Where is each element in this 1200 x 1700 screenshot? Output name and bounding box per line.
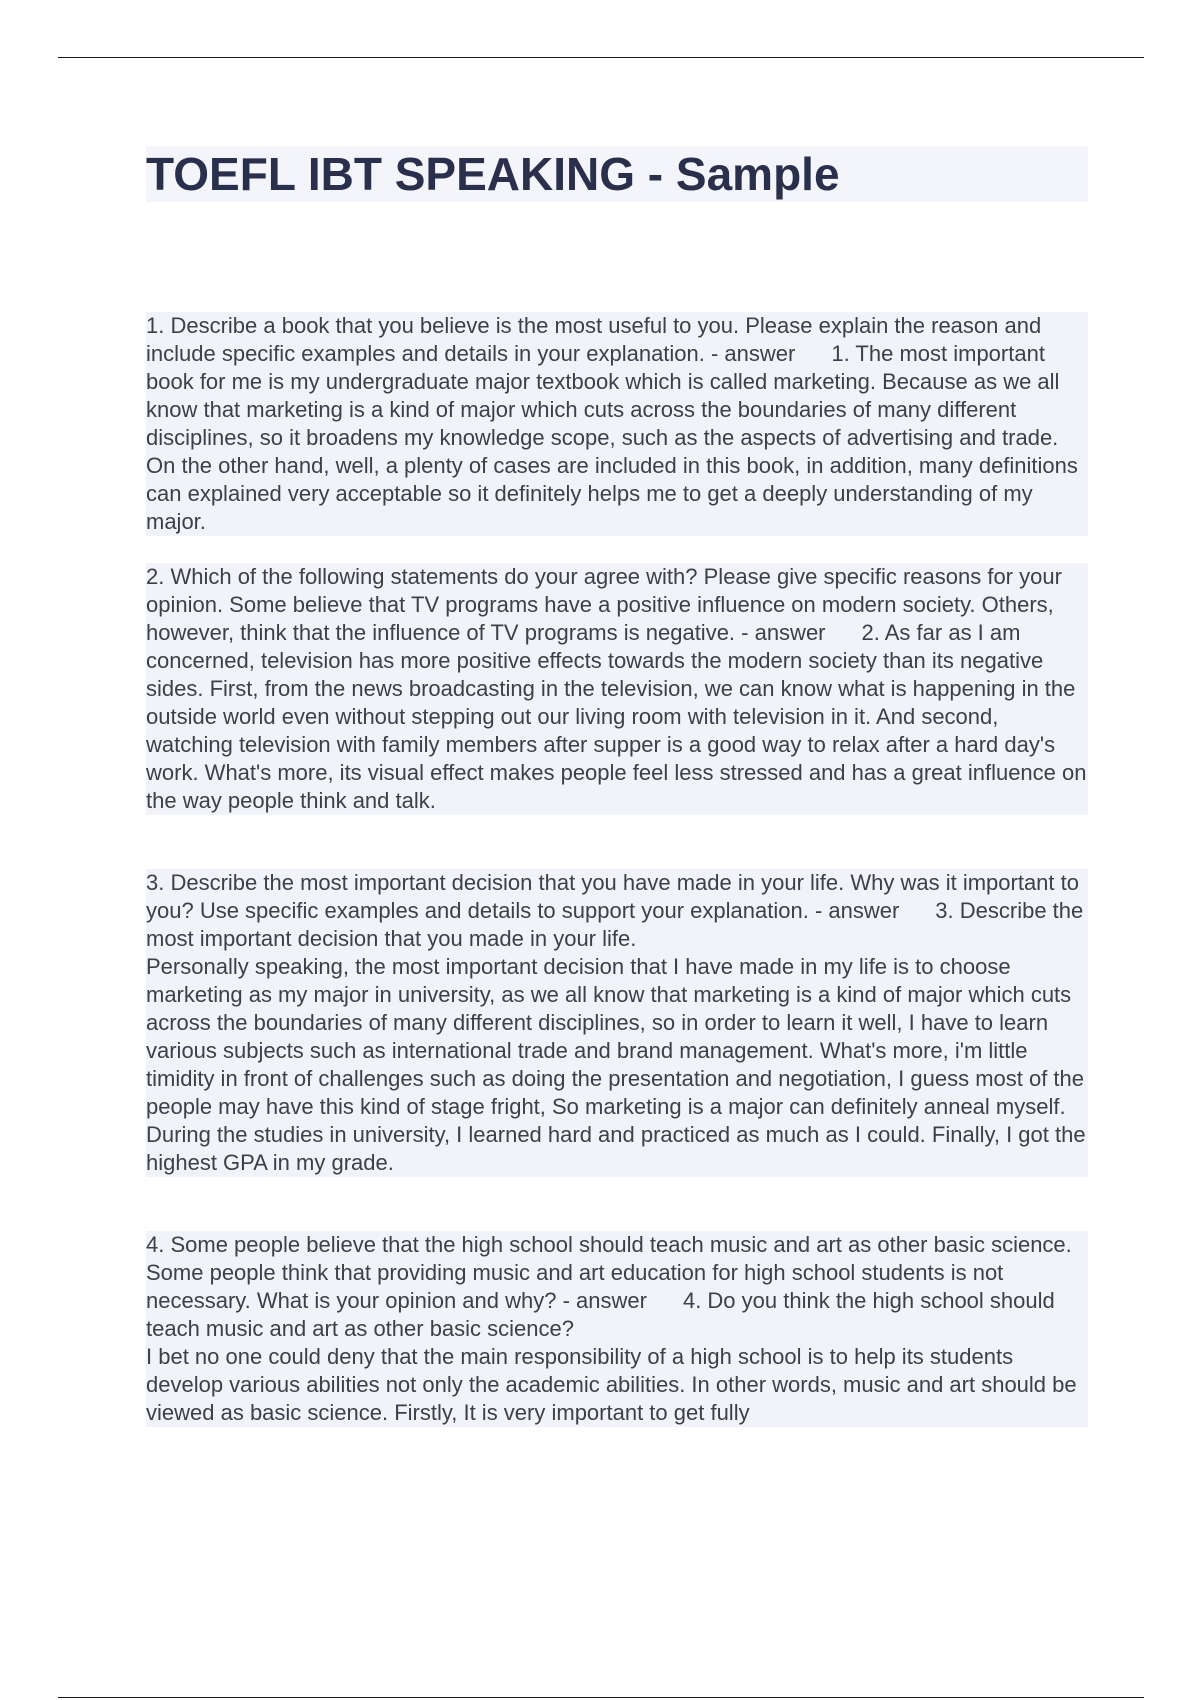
answer-text: 1. The most important book for me is my undergraduate major textbook which is called marketing. Because as we all know that marketing is a kind of major which cuts across the boundaries of many different disciplines, so it broadens my knowledge scope, such as the aspects of advertising and trade. On the other hand, well, a plenty of cases are included in this book, in addition, many definitions can explained very acceptable so it definitely helps me to get a deeply understanding of my major.	[146, 341, 1078, 534]
qa-item	[146, 869, 1088, 1177]
qa-item	[146, 312, 1088, 536]
question-text: 1. Describe a book that you believe is the most useful to you. Please explain the reason and include specific examples and details in your explanation. - answer	[146, 313, 1042, 366]
footer-rule	[58, 1697, 1144, 1698]
qa-item	[146, 1231, 1088, 1427]
question-text: 2. Which of the following statements do your agree with? Please give specific reasons for your opinion. Some believe that TV programs have a positive influence on modern society. Others, however, think that the influence of TV programs is negative. - answer	[146, 564, 1062, 645]
answer-text: 3. Describe the most important decision that you made in your life. Personally speaking, the most important decision that I have made in my life is to choose marketing as my major in university, as we all know that marketing is a kind of major which cuts across the boundaries of many different disciplines, so in order to learn it well, I have to learn various subjects such as international trade and brand management. What's more, i'm little timidity in front of challenges such as doing the presentation and negotiation, I guess most of the people may have this kind of stage fright, So marketing is a major can definitely anneal myself. During the studies in university, I learned hard and practiced as much as I could. Finally, I got the highest GPA in my grade.	[146, 898, 1086, 1175]
qa-item	[146, 563, 1088, 815]
answer-text: 4. Do you think the high school should teach music and art as other basic science? I bet no one could deny that the main responsibility of a high school is to help its students develop various abilities not only the academic abilities. In other words, music and art should be viewed as basic science. Firstly, It is very important to get fully	[146, 1288, 1077, 1425]
header-rule	[58, 57, 1144, 58]
document-title: TOEFL IBT SPEAKING - Sample	[146, 146, 1088, 202]
question-text: 4. Some people believe that the high school should teach music and art as other basic science. Some people think that providing music and art education for high school students is not necessary. What is your opinion and why? - answer	[146, 1232, 1072, 1313]
answer-text: 2. As far as I am concerned, television has more positive effects towards the modern society than its negative sides. First, from the news broadcasting in the television, we can know what is happening in the outside world even without stepping out our living room with television in it. And second, watching television with family members after supper is a good way to relax after a hard day's work. What's more, its visual effect makes people feel less stressed and has a great influence on the way people think and talk.	[146, 620, 1087, 813]
question-text: 3. Describe the most important decision that you have made in your life. Why was it important to you? Use specific examples and details to support your explanation. - answer	[146, 870, 1079, 923]
